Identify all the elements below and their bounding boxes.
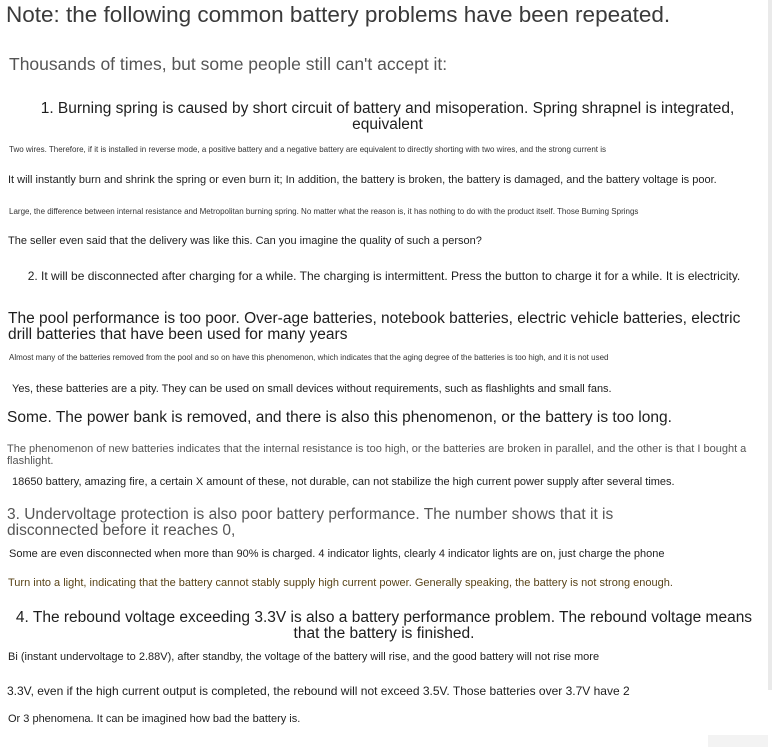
text-line: Bi (instant undervoltage to 2.88V), after standby, the voltage of the battery will rise, and the good battery will not rise more: [8, 651, 600, 663]
text-line: Large, the difference between internal resistance and Metropolitan burning spring. No matter what the reason is, it has nothing to do with the product itself. Those Burning Springs: [9, 207, 639, 216]
text-line: Some. The power bank is removed, and there is also this phenomenon, or the battery is too long.: [7, 409, 672, 426]
point-1-heading: 1. Burning spring is caused by short circuit of battery and misoperation. Spring shrapnel is integrated, equivalent: [40, 100, 735, 134]
point-4-heading: 4. The rebound voltage exceeding 3.3V is also a battery performance problem. The rebound voltage means that the battery is finished.: [15, 609, 753, 643]
text-line: 3.3V, even if the high current output is completed, the rebound will not exceed 3.5V. Those batteries over 3.7V have 2: [7, 684, 630, 698]
right-edge-shade: [768, 0, 772, 690]
text-line: Almost many of the batteries removed from the pool and so on have this phenomenon, which indicates that the aging degree of the batteries is too high, and it is not used: [9, 353, 609, 362]
text-line: Some are even disconnected when more than 90% is charged. 4 indicator lights, clearly 4 indicator lights are on, just charge the phone: [9, 548, 665, 560]
point-3-heading: 3. Undervoltage protection is also poor battery performance. The number shows that it is disconnected before it reaches 0,: [7, 506, 614, 540]
bottom-edge-shade: [708, 735, 768, 747]
text-line: Two wires. Therefore, if it is installed in reverse mode, a positive battery and a negative battery are equivalent to directly shorting with two wires, and the strong current is: [9, 145, 607, 154]
text-line: Yes, these batteries are a pity. They can be used on small devices without requirements, such as flashlights and small fans.: [12, 383, 612, 395]
text-line: Turn into a light, indicating that the battery cannot stably supply high current power. Generally speaking, the battery is not strong enough.: [8, 577, 673, 589]
text-line: 18650 battery, amazing fire, a certain X amount of these, not durable, can not stabilize the high current power supply after several times.: [12, 476, 675, 488]
page-title: Note: the following common battery problems have been repeated.: [6, 2, 671, 27]
text-line: The seller even said that the delivery was like this. Can you imagine the quality of such a person?: [8, 235, 482, 247]
point-2-heading: 2. It will be disconnected after charging for a while. The charging is intermittent. Press the button to charge it for a while. It is electricity.: [27, 269, 741, 283]
subtitle: Thousands of times, but some people still can't accept it:: [9, 54, 448, 74]
text-line: The phenomenon of new batteries indicates that the internal resistance is too high, or the batteries are broken in parallel, and the other is that I bought a flashlight.: [7, 443, 747, 467]
text-line: Or 3 phenomena. It can be imagined how bad the battery is.: [8, 713, 301, 725]
text-line: The pool performance is too poor. Over-age batteries, notebook batteries, electric vehicle batteries, electric drill batteries that have been used for many years: [8, 310, 741, 344]
text-line: It will instantly burn and shrink the spring or even burn it; In addition, the battery is broken, the battery is damaged, and the battery voltage is poor.: [8, 174, 717, 186]
